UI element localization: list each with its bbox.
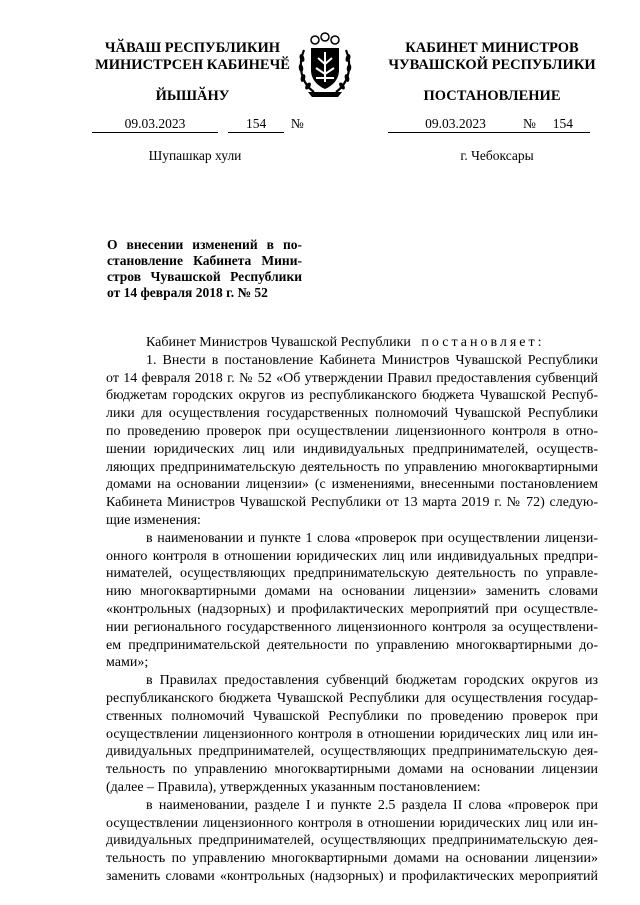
title-line: стров Чувашской Республики [107, 269, 302, 284]
body-line: нию многоквартирными домами на основании лицензии» заменить словами [106, 584, 598, 600]
left-number: 154 [228, 116, 284, 133]
body-line: домами на основании лицензии» (с изменениями, внесенными постановлением [106, 477, 598, 493]
body-line: осуществлении лицензионного контроля в отношении юридических лиц или ин- [106, 815, 598, 831]
chuvash-emblem-icon [294, 30, 356, 100]
body-line: заменить словами «контрольных (надзорных) и профилактических мероприятий [106, 868, 598, 884]
title-line: от 14 февраля 2018 г. № 52 [107, 285, 268, 300]
left-authority-name [85, 40, 300, 74]
intro-spaced-verb: постановляет: [421, 335, 545, 350]
right-city: г. Чебоксары [460, 148, 534, 163]
body-line: дивидуальных предпринимателей, осуществляющих предпринимательскую дея- [106, 833, 598, 849]
body-line: (далее – Правила), утвержденных указанным постановлением: [106, 779, 481, 795]
body-line: онного контроля в отношении юридических лиц или индивидуальных предпри- [106, 548, 598, 564]
body-line: в Правилах предоставления субвенций бюджетам городских округов из [146, 673, 598, 689]
body-line: ственных полномочий Чувашской Республики по проведению проверок при [106, 708, 598, 724]
body-line: нимателей, осуществляющих предпринимательскую деятельность по управле- [106, 566, 598, 582]
right-number: 154 [536, 116, 590, 133]
right-title-line2: ЧУВАШСКОЙ РЕСПУБЛИКИ [388, 57, 596, 73]
body-lines [106, 352, 598, 886]
left-number-sign: № [290, 116, 304, 131]
left-city: Шупашкар хули [148, 148, 242, 163]
body-line: 1. Внести в постановление Кабинета Министров Чувашской Республики [146, 352, 598, 368]
body-line: по проведению проверок при осуществлении лицензионного контроля в отно- [106, 423, 598, 439]
body-line: бюджетам городских округов из республиканского бюджета Чувашской Респуб- [106, 388, 598, 404]
body-line: ем предпринимательской деятельности по управлению многоквартирными до- [106, 637, 598, 653]
body-line: щие изменения: [106, 512, 201, 528]
body-line: Кабинета Министров Чувашской Республики от 13 марта 2019 г. № 72) следую- [106, 495, 598, 511]
body-line: лики для осуществления государственных полномочий Чувашской Республики [106, 406, 598, 422]
body-line: от 14 февраля 2018 г. № 52 «Об утверждении Правил предоставления субвенций [106, 370, 598, 386]
body-line: в наименовании, разделе I и пункте 2.5 раздела II слова «проверок при [146, 797, 598, 813]
left-date-number-line [92, 116, 304, 134]
left-doc-type: ЙЫШӐНУ [155, 88, 230, 104]
left-title-line1: ЧӐВАШ РЕСПУБЛИКИН [104, 40, 281, 56]
title-line: становление Кабинета Мини- [107, 253, 302, 268]
document-body [106, 334, 598, 886]
body-line: республиканского бюджета Чувашской Республики для осуществления государ- [106, 690, 598, 706]
title-line: О внесении изменений в по- [107, 237, 302, 252]
right-doc-type: ПОСТАНОВЛЕНИЕ [423, 88, 561, 104]
right-authority-name [378, 40, 606, 74]
intro-text: Кабинет Министров Чувашской Республики [146, 335, 411, 350]
right-title-line1: КАБИНЕТ МИНИСТРОВ [405, 40, 579, 56]
right-date: 09.03.2023 [388, 116, 523, 133]
body-line: тельность по управлению многоквартирными домами на основании лицензии [106, 762, 598, 778]
body-line: дивидуальных предпринимателей, осуществляющих предпринимательскую дея- [106, 744, 598, 760]
body-line: тельность по управлению многоквартирными домами на основании лицензии» [106, 851, 598, 867]
right-date-number-line [388, 116, 590, 134]
body-line: в наименовании и пункте 1 слова «проверок при осуществлении лицензи- [146, 530, 598, 546]
body-line: мами»; [106, 655, 149, 671]
body-line: ляющих предпринимательскую деятельность по управлению многоквартирными [106, 459, 598, 475]
body-line: нии регионального государственного лицензионного контроля за осуществлени- [106, 619, 598, 635]
left-date: 09.03.2023 [92, 116, 218, 133]
body-line: осуществлении лицензионного контроля в отношении юридических лиц или ин- [106, 726, 598, 742]
intro-line [106, 334, 598, 352]
left-title-line2: МИНИСТРСЕН КАБИНЕЧӖ [95, 57, 290, 73]
document-title [107, 237, 302, 301]
right-number-sign: № [523, 116, 536, 131]
body-line: шении юридических лиц или индивидуальных предпринимателей, осуществ- [106, 441, 598, 457]
body-line: «контрольных (надзорных) и профилактических мероприятий при осуществле- [106, 601, 598, 617]
